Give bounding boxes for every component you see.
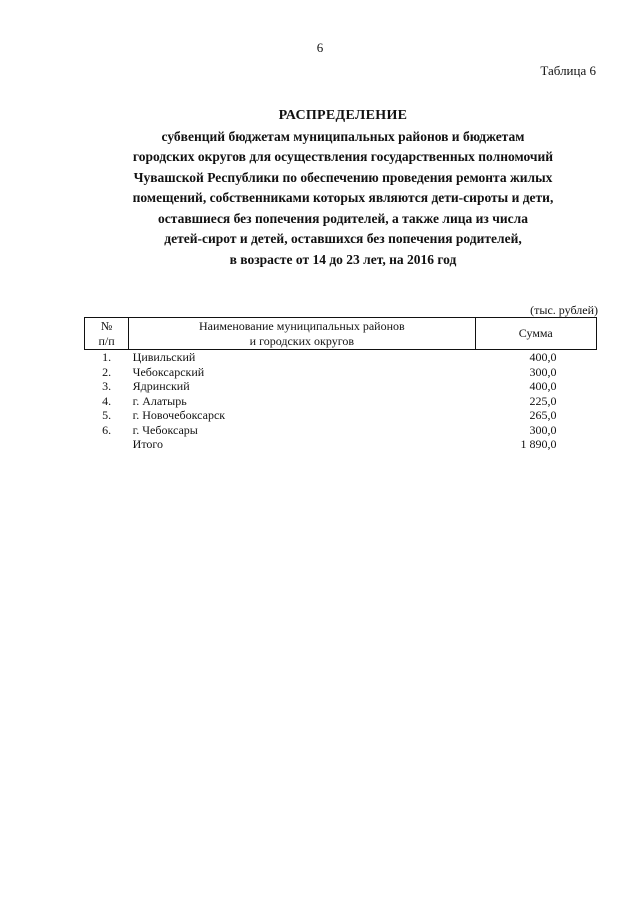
row-name: г. Алатырь <box>132 393 187 408</box>
heading-title: РАСПРЕДЕЛЕНИЕ <box>278 108 408 123</box>
row-name: г. Чебоксары <box>132 422 198 437</box>
row-sum: 300,0 <box>529 364 557 379</box>
table-row <box>85 365 597 380</box>
total-row <box>85 437 597 452</box>
row-number: 1. <box>102 350 112 364</box>
heading-line: оставшиеся без попечения родителей, а также лица из числа <box>158 210 528 226</box>
header-name-line1: Наименование муниципальных районов <box>199 319 405 333</box>
table-row <box>85 350 597 365</box>
header-number <box>85 318 129 350</box>
heading-line: в возрасте от 14 до 23 лет, на 2016 год <box>229 251 457 267</box>
header-number-line2: п/п <box>98 333 115 348</box>
row-sum: 225,0 <box>529 393 557 408</box>
distribution-table <box>84 317 597 452</box>
row-name: Чебоксарский <box>132 364 205 379</box>
table-label: Таблица 6 <box>540 63 596 78</box>
heading-line: детей-сирот и детей, оставшихся без попечения родителей, <box>164 231 522 246</box>
header-number-line1: № <box>100 319 113 333</box>
document-heading <box>60 106 626 270</box>
row-sum: 400,0 <box>529 379 557 393</box>
table-row <box>85 379 597 394</box>
row-name: г. Новочебоксарск <box>132 408 226 422</box>
row-number: 4. <box>102 393 112 408</box>
row-number: 6. <box>102 422 112 437</box>
row-sum: 300,0 <box>529 422 557 437</box>
row-name: Цивильский <box>132 350 196 364</box>
row-name: Ядринский <box>132 379 190 393</box>
heading-line: Чувашской Республики по обеспечению проведения ремонта жилых <box>133 169 553 185</box>
heading-line: помещений, собственниками которых являются дети-сироты и дети, <box>132 190 554 205</box>
table-header-row <box>85 318 597 350</box>
header-name <box>129 318 475 350</box>
table-row <box>85 423 597 438</box>
heading-line: городских округов для осуществления государственных полномочий <box>132 149 554 164</box>
header-sum: Сумма <box>475 318 596 350</box>
table-row <box>85 394 597 409</box>
row-number: 2. <box>102 364 112 379</box>
row-number: 5. <box>102 408 112 422</box>
total-label: Итого <box>132 437 164 451</box>
page-number: 6 <box>316 40 324 55</box>
table-row <box>85 408 597 423</box>
total-sum: 1 890,0 <box>520 437 557 451</box>
header-name-line2: и городских округов <box>249 333 355 348</box>
units-label: (тыс. рублей) <box>530 303 598 317</box>
row-number: 3. <box>102 379 112 393</box>
row-sum: 265,0 <box>529 408 557 422</box>
row-sum: 400,0 <box>529 350 557 364</box>
total-number-cell <box>85 437 129 452</box>
heading-line: субвенций бюджетам муниципальных районов и бюджетам <box>161 128 525 144</box>
